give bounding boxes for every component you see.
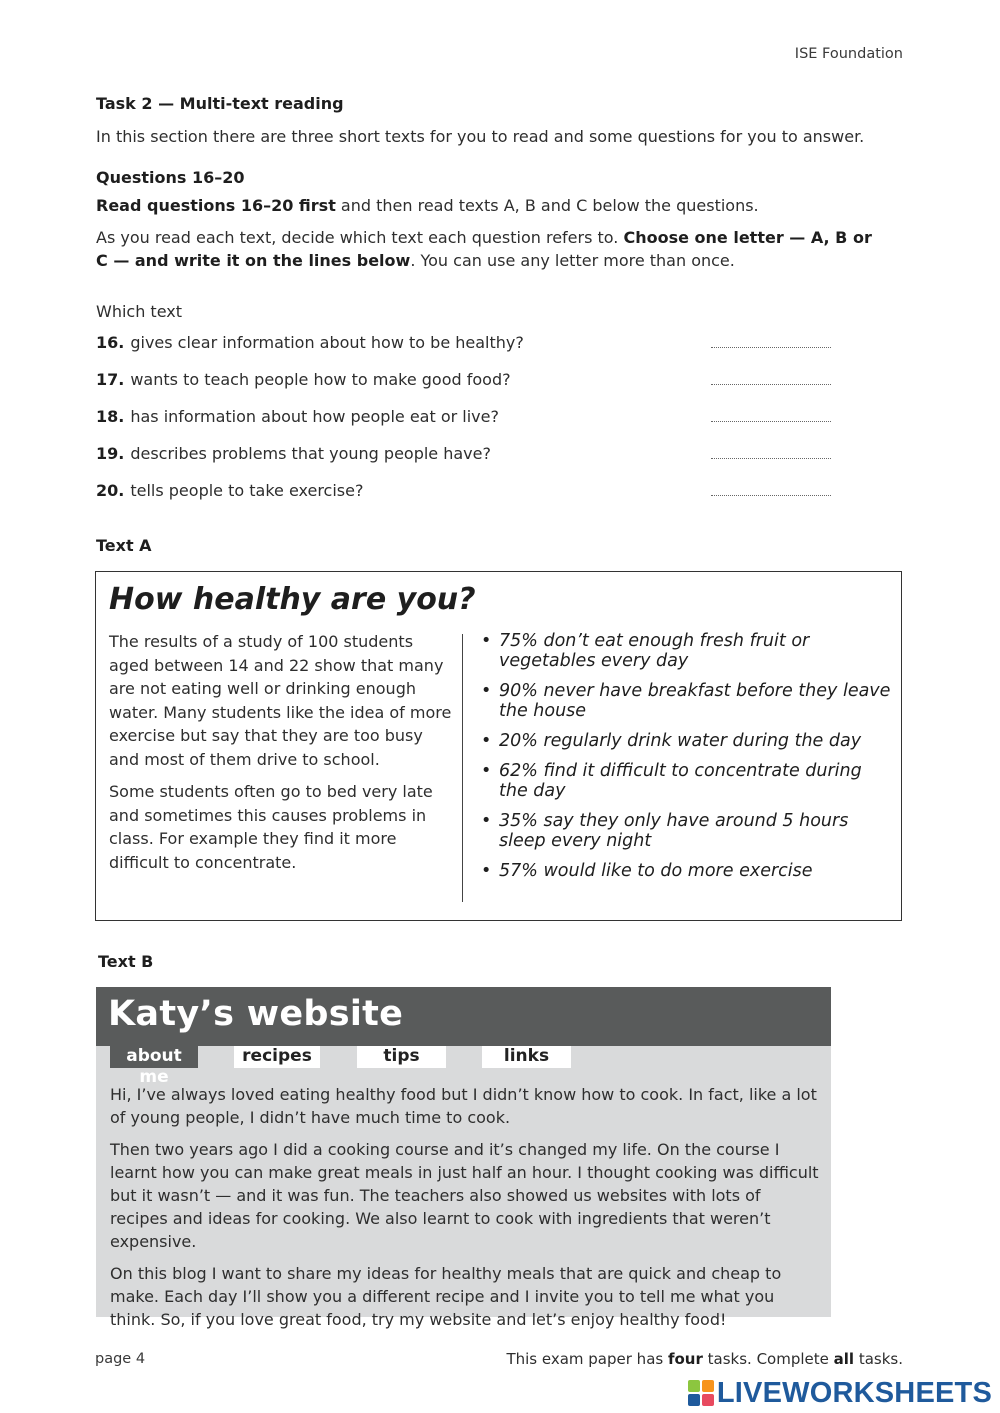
questions-heading: Questions 16–20 xyxy=(96,168,245,187)
question-text: wants to teach people how to make good food? xyxy=(130,370,511,389)
question-row xyxy=(96,333,836,357)
blog-paragraph: On this blog I want to share my ideas for healthy meals that are quick and cheap to make. Each day I’ll show you a different recipe and I invite you to tell me what you think. So, if you love great food, try my website and let’s enjoy healthy food! xyxy=(110,1264,782,1329)
fact-item: • 62% find it difficult to concentrate during the day xyxy=(481,761,891,801)
column-divider xyxy=(462,634,463,902)
site-body xyxy=(110,1083,820,1340)
text-a-facts xyxy=(481,631,891,891)
page-number: page 4 xyxy=(95,1351,146,1367)
site-title: Katy’s website xyxy=(108,994,404,1034)
text-a-body xyxy=(109,630,457,883)
blog-paragraph: Then two years ago I did a cooking course and it’s changed my life. On the course I learnt how you can make great meals in just half an hour. I thought cooking was difficult but it wasn’t — and it was fun. The teachers also showed us websites with lots of recipes and ideas for cooking. We also learnt to cook with ingredients that weren’t expensive. xyxy=(110,1140,819,1251)
instruction-1-bold: Read questions 16–20 first xyxy=(96,196,336,215)
answer-input-18[interactable] xyxy=(711,405,835,427)
question-text: has information about how people eat or live? xyxy=(130,407,499,426)
footer-note-mid: tasks. Complete xyxy=(702,1350,834,1368)
instruction-1-rest: and then read texts A, B and C below the questions. xyxy=(335,196,759,215)
nav-tab-tips[interactable]: tips xyxy=(357,1046,446,1068)
text-a-title: How healthy are you? xyxy=(109,582,476,617)
footer-note xyxy=(506,1350,903,1368)
text-a-label: Text A xyxy=(96,536,152,555)
instruction-1 xyxy=(96,194,906,217)
question-text: tells people to take exercise? xyxy=(130,481,364,500)
nav-tab-links[interactable]: links xyxy=(482,1046,571,1068)
which-text-label: Which text xyxy=(96,302,183,321)
fact-item: • 35% say they only have around 5 hours sleep every night xyxy=(481,811,891,851)
instruction-2 xyxy=(96,226,886,272)
instruction-2-start: As you read each text, decide which text each question refers to. xyxy=(96,228,624,247)
question-text: gives clear information about how to be healthy? xyxy=(130,333,524,352)
question-number: 16. xyxy=(96,333,125,352)
text-a-box xyxy=(95,571,902,921)
question-number: 20. xyxy=(96,481,125,500)
answer-input-16[interactable] xyxy=(711,331,835,353)
footer-note-bold-2: all xyxy=(833,1350,855,1368)
question-row xyxy=(96,370,836,394)
fact-item: • 90% never have breakfast before they leave the house xyxy=(481,681,891,721)
task-title: Task 2 — Multi-text reading xyxy=(96,94,344,113)
text-b-label: Text B xyxy=(98,952,154,971)
liveworksheets-brand[interactable] xyxy=(688,1376,992,1410)
instruction-2-bold: Choose one letter — A, B or C — and write it on the lines below xyxy=(96,228,872,270)
question-number: 19. xyxy=(96,444,125,463)
brand-name: LIVEWORKSHEETS xyxy=(716,1376,992,1409)
question-text: describes problems that young people have? xyxy=(130,444,491,463)
question-row xyxy=(96,407,836,431)
fact-item: • 75% don’t eat enough fresh fruit or vegetables every day xyxy=(481,631,891,671)
site-header xyxy=(96,987,831,1046)
question-row xyxy=(96,481,836,505)
fact-item: • 57% would like to do more exercise xyxy=(481,861,891,881)
answer-input-19[interactable] xyxy=(711,442,835,464)
blog-paragraph: Hi, I’ve always loved eating healthy food but I didn’t know how to cook. In fact, like a lot of young people, I didn’t have much time to cook. xyxy=(110,1085,817,1127)
text-a-paragraph: Some students often go to bed very late and sometimes this causes problems in class. For example they find it more difficult to concentrate. xyxy=(109,782,433,872)
question-number: 18. xyxy=(96,407,125,426)
site-nav xyxy=(96,1046,831,1087)
question-number: 17. xyxy=(96,370,125,389)
footer-note-start: This exam paper has xyxy=(506,1350,668,1368)
text-a-paragraph: The results of a study of 100 students aged between 14 and 22 show that many are not eating well or drinking enough water. Many students like the idea of more exercise but say that they are too busy and most of them drive to school. xyxy=(109,632,452,769)
question-row xyxy=(96,444,836,468)
instruction-2-end: . You can use any letter more than once. xyxy=(410,251,735,270)
answer-input-17[interactable] xyxy=(711,368,835,390)
footer-note-end: tasks. xyxy=(854,1350,903,1368)
katy-website xyxy=(96,987,831,1329)
footer-note-bold-1: four xyxy=(667,1350,703,1368)
nav-tab-recipes[interactable]: recipes xyxy=(234,1046,320,1068)
answer-input-20[interactable] xyxy=(711,479,835,501)
exam-name: ISE Foundation xyxy=(794,46,903,62)
task-intro: In this section there are three short texts for you to read and some questions for you to answer. xyxy=(96,127,865,146)
nav-tab-about-me[interactable]: about me xyxy=(110,1046,198,1068)
liveworksheets-logo-icon xyxy=(688,1380,714,1406)
fact-item: • 20% regularly drink water during the day xyxy=(481,731,891,751)
